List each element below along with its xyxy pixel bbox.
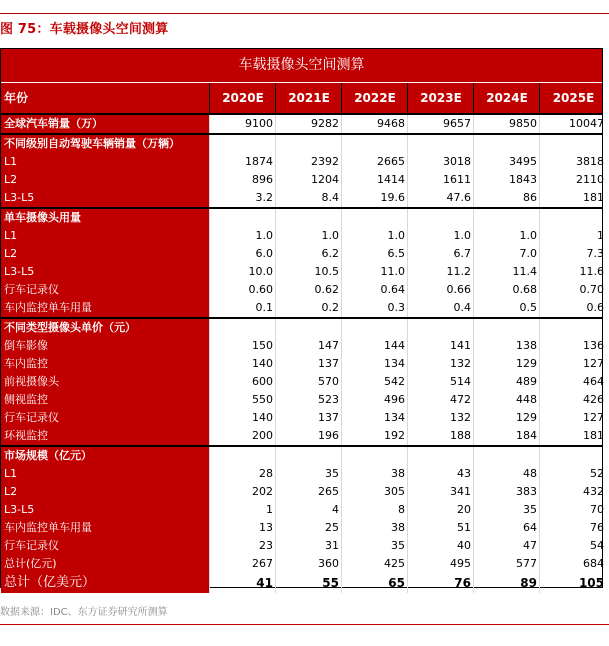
table-cell: 11.0 (341, 263, 407, 281)
table-cell (275, 209, 341, 227)
table-row (1, 391, 602, 409)
table-cell: 13 (209, 519, 275, 537)
section-header-label: 市场规模（亿元） (1, 447, 209, 465)
section-header-row (1, 209, 602, 227)
table-cell: 31 (275, 537, 341, 555)
table-cell: 7.0 (473, 245, 539, 263)
table-cell: 1.0 (209, 227, 275, 245)
row-label: L2 (1, 171, 209, 189)
table-row (1, 427, 602, 445)
table-cell: 140 (209, 409, 275, 427)
row-label: L1 (1, 153, 209, 171)
table-row (1, 227, 602, 245)
table-row (1, 519, 602, 537)
table-cell: 426 (539, 391, 606, 409)
table-cell: 1.0 (341, 227, 407, 245)
table-cell: 684 (539, 555, 606, 573)
table-cell: 64 (473, 519, 539, 537)
table-cell: 9282 (275, 115, 341, 133)
table-cell: 86 (473, 189, 539, 207)
table-cell: 76 (407, 573, 473, 593)
row-label: 行车记录仪 (1, 409, 209, 427)
row-label: 车内监控单车用量 (1, 519, 209, 537)
table-cell: 23 (209, 537, 275, 555)
table-cell: 11.6 (539, 263, 606, 281)
table-cell: 1 (539, 227, 606, 245)
section-header-label: 不同级别自动驾驶车辆销量（万辆） (1, 135, 209, 153)
year-header-cell: 2022E (341, 83, 408, 113)
section-header-row (1, 115, 602, 133)
table-cell (539, 447, 606, 465)
table-cell: 181 (539, 427, 606, 445)
table-row (1, 153, 602, 171)
table-cell: 6.7 (407, 245, 473, 263)
table-cell: 137 (275, 409, 341, 427)
table-cell: 38 (341, 519, 407, 537)
table-cell: 1.0 (407, 227, 473, 245)
table-cell: 140 (209, 355, 275, 373)
table-cell: 138 (473, 337, 539, 355)
table-cell: 0.64 (341, 281, 407, 299)
table-cell: 489 (473, 373, 539, 391)
table-cell (341, 209, 407, 227)
table-cell: 4 (275, 501, 341, 519)
table-cell: 464 (539, 373, 606, 391)
table-cell: 360 (275, 555, 341, 573)
table-cell: 38 (341, 465, 407, 483)
table-cell: 265 (275, 483, 341, 501)
table-cell (407, 135, 473, 153)
table-row (1, 337, 602, 355)
table-cell (275, 319, 341, 337)
table-cell: 25 (275, 519, 341, 537)
table-cell: 1414 (341, 171, 407, 189)
table-cell: 47.6 (407, 189, 473, 207)
table-cell (473, 209, 539, 227)
year-header-cell: 2020E (209, 83, 276, 113)
table-cell: 305 (341, 483, 407, 501)
table-cell: 1874 (209, 153, 275, 171)
row-label: L3-L5 (1, 501, 209, 519)
table-cell: 181 (539, 189, 606, 207)
row-label: 侧视监控 (1, 391, 209, 409)
table-cell: 184 (473, 427, 539, 445)
table-cell: 144 (341, 337, 407, 355)
table-row (1, 281, 602, 299)
table-cell: 52 (539, 465, 606, 483)
row-label: 倒车影像 (1, 337, 209, 355)
year-header-label: 年份 (4, 91, 29, 105)
table-cell: 202 (209, 483, 275, 501)
table-cell (275, 135, 341, 153)
table-cell: 51 (407, 519, 473, 537)
table-cell: 2665 (341, 153, 407, 171)
table-cell: 132 (407, 355, 473, 373)
table-cell: 267 (209, 555, 275, 573)
table-row (1, 263, 602, 281)
table-cell: 136 (539, 337, 606, 355)
section-header-row (1, 447, 602, 465)
table-cell: 20 (407, 501, 473, 519)
table-cell: 28 (209, 465, 275, 483)
table-cell: 11.4 (473, 263, 539, 281)
table-cell: 10.0 (209, 263, 275, 281)
table-cell: 6.2 (275, 245, 341, 263)
table-cell: 137 (275, 355, 341, 373)
table-cell (473, 447, 539, 465)
table-cell: 8.4 (275, 189, 341, 207)
table-row (1, 409, 602, 427)
row-label: L2 (1, 483, 209, 501)
table-cell: 196 (275, 427, 341, 445)
table-cell: 35 (473, 501, 539, 519)
table-cell: 0.68 (473, 281, 539, 299)
table-cell: 383 (473, 483, 539, 501)
year-header-cell: 2025E (539, 83, 607, 113)
section-header-label: 全球汽车销量（万） (1, 115, 209, 133)
table-cell: 9100 (209, 115, 275, 133)
table-cell: 41 (209, 573, 275, 593)
table-cell (341, 135, 407, 153)
year-header-cell: 2023E (407, 83, 474, 113)
table-cell: 1611 (407, 171, 473, 189)
table-row (1, 355, 602, 373)
table-row (1, 189, 602, 207)
table-row (1, 171, 602, 189)
table-cell: 76 (539, 519, 606, 537)
table-cell: 341 (407, 483, 473, 501)
table-cell (341, 319, 407, 337)
table-cell: 0.6 (539, 299, 606, 317)
table-cell: 3818 (539, 153, 606, 171)
table-row (1, 537, 602, 555)
table-cell: 6.5 (341, 245, 407, 263)
table-cell: 89 (473, 573, 539, 593)
table-cell: 127 (539, 355, 606, 373)
table-cell: 550 (209, 391, 275, 409)
row-label: 总计(亿元) (1, 555, 209, 573)
table-cell: 129 (473, 409, 539, 427)
row-label: L3-L5 (1, 263, 209, 281)
table-cell (407, 209, 473, 227)
row-label: L3-L5 (1, 189, 209, 207)
row-label: 环视监控 (1, 427, 209, 445)
table-cell (275, 447, 341, 465)
table-cell: 577 (473, 555, 539, 573)
table-cell: 9657 (407, 115, 473, 133)
table-banner: 车载摄像头空间测算 (1, 49, 602, 82)
table-cell: 2110 (539, 171, 606, 189)
table-cell: 6.0 (209, 245, 275, 263)
section-header-label: 不同类型摄像头单价（元） (1, 319, 209, 337)
top-rule (0, 13, 609, 14)
table-cell (473, 319, 539, 337)
year-header-cell: 2024E (473, 83, 540, 113)
row-label: 车内监控单车用量 (1, 299, 209, 317)
table-row (1, 555, 602, 573)
row-label: L1 (1, 465, 209, 483)
table-cell: 600 (209, 373, 275, 391)
table-cell: 1 (209, 501, 275, 519)
table-cell (473, 135, 539, 153)
table-cell: 127 (539, 409, 606, 427)
row-label: 行车记录仪 (1, 281, 209, 299)
table-cell: 0.62 (275, 281, 341, 299)
table-cell: 3.2 (209, 189, 275, 207)
table-cell: 8 (341, 501, 407, 519)
table-cell: 0.66 (407, 281, 473, 299)
section-header-label: 单车摄像头用量 (1, 209, 209, 227)
table-cell: 10.5 (275, 263, 341, 281)
table-cell (407, 447, 473, 465)
table-row (1, 245, 602, 263)
table-cell: 19.6 (341, 189, 407, 207)
table-cell: 54 (539, 537, 606, 555)
table-cell: 47 (473, 537, 539, 555)
table-cell: 3495 (473, 153, 539, 171)
table-cell: 65 (341, 573, 407, 593)
table-cell (341, 447, 407, 465)
table-cell: 9850 (473, 115, 539, 133)
table-cell: 70 (539, 501, 606, 519)
table-cell: 1.0 (275, 227, 341, 245)
table-cell: 129 (473, 355, 539, 373)
table-cell: 1204 (275, 171, 341, 189)
row-label: 前视摄像头 (1, 373, 209, 391)
table-cell: 448 (473, 391, 539, 409)
estimate-table (0, 48, 603, 588)
table-cell: 0.60 (209, 281, 275, 299)
table-cell: 134 (341, 409, 407, 427)
table-cell: 147 (275, 337, 341, 355)
table-cell: 0.4 (407, 299, 473, 317)
table-cell: 11.2 (407, 263, 473, 281)
table-cell: 9468 (341, 115, 407, 133)
table-cell: 2392 (275, 153, 341, 171)
table-cell: 35 (275, 465, 341, 483)
table-cell: 570 (275, 373, 341, 391)
table-cell: 7.3 (539, 245, 606, 263)
table-cell: 1843 (473, 171, 539, 189)
row-label: L1 (1, 227, 209, 245)
table-cell: 150 (209, 337, 275, 355)
table-cell: 0.70 (539, 281, 606, 299)
table-row (1, 299, 602, 317)
table-cell: 55 (275, 573, 341, 593)
table-cell: 0.3 (341, 299, 407, 317)
table-cell (539, 135, 606, 153)
table-row (1, 465, 602, 483)
table-cell: 1.0 (473, 227, 539, 245)
table-cell: 0.5 (473, 299, 539, 317)
table-cell: 542 (341, 373, 407, 391)
table-cell: 432 (539, 483, 606, 501)
row-label: 行车记录仪 (1, 537, 209, 555)
table-cell (407, 319, 473, 337)
table-row (1, 501, 602, 519)
table-cell: 514 (407, 373, 473, 391)
source-note: 数据来源：IDC、东方证券研究所测算 (0, 607, 168, 618)
table-cell: 48 (473, 465, 539, 483)
table-cell: 35 (341, 537, 407, 555)
table-cell: 132 (407, 409, 473, 427)
table-row (1, 373, 602, 391)
table-cell: 896 (209, 171, 275, 189)
table-cell: 523 (275, 391, 341, 409)
table-cell: 192 (341, 427, 407, 445)
table-cell (539, 319, 606, 337)
total-row (1, 573, 602, 593)
table-cell: 0.2 (275, 299, 341, 317)
table-cell: 200 (209, 427, 275, 445)
figure-title: 图 75：车载摄像头空间测算 (0, 22, 169, 37)
bottom-rule (0, 624, 609, 625)
table-cell (209, 135, 275, 153)
table-cell (209, 319, 275, 337)
table-cell: 10047 (539, 115, 606, 133)
row-label: 车内监控 (1, 355, 209, 373)
table-cell: 141 (407, 337, 473, 355)
table-cell: 188 (407, 427, 473, 445)
section-header-row (1, 135, 602, 153)
table-cell: 0.1 (209, 299, 275, 317)
table-cell: 134 (341, 355, 407, 373)
section-header-row (1, 319, 602, 337)
table-cell (539, 209, 606, 227)
table-cell: 3018 (407, 153, 473, 171)
year-header-cell: 2021E (275, 83, 342, 113)
table-cell: 43 (407, 465, 473, 483)
table-cell (209, 447, 275, 465)
table-cell: 40 (407, 537, 473, 555)
table-cell: 105 (539, 573, 606, 593)
table-cell: 496 (341, 391, 407, 409)
row-label: L2 (1, 245, 209, 263)
table-cell: 495 (407, 555, 473, 573)
table-cell (209, 209, 275, 227)
table-cell: 472 (407, 391, 473, 409)
row-label: 总计（亿美元） (1, 573, 209, 593)
year-header-row (1, 83, 602, 113)
table-cell: 425 (341, 555, 407, 573)
table-row (1, 483, 602, 501)
